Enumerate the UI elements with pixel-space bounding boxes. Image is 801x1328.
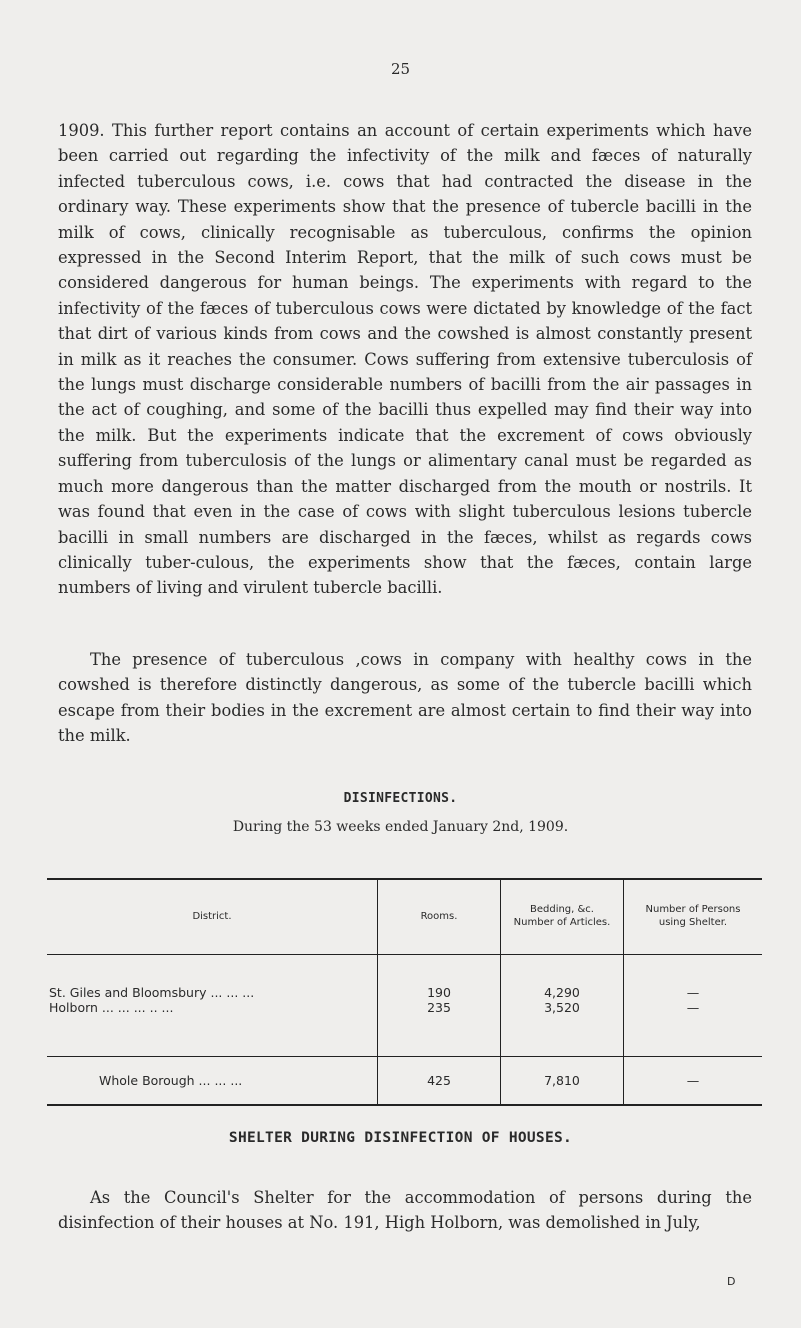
column-header-articles bbox=[501, 903, 623, 929]
table-row-articles: 3,520 bbox=[544, 1000, 580, 1015]
column-header-persons-line1: Number of Persons bbox=[645, 904, 741, 915]
table-row-district: St. Giles and Bloomsbury ... ... ... bbox=[49, 985, 255, 1000]
table-total-persons: — bbox=[686, 1073, 700, 1088]
body-paragraph-2: The presence of tuberculous ,cows in company with healthy cows in the cowshed is therefore distinctly dangerous, as some of the tubercle bacilli which escape from their bodies in the excrement are almost certain to find their way into the milk. bbox=[58, 650, 752, 746]
column-header-persons-line2: using Shelter. bbox=[658, 917, 728, 928]
table-top-rule bbox=[47, 878, 762, 880]
table-row-persons: — bbox=[686, 985, 700, 1000]
table-caption: During the 53 weeks ended January 2nd, 1909. bbox=[232, 819, 569, 835]
section-heading-disinfections: DISINFECTIONS. bbox=[343, 791, 458, 806]
table-total-articles: 7,810 bbox=[544, 1073, 580, 1088]
signature-mark: D bbox=[727, 1275, 736, 1288]
table-row-rooms: 190 bbox=[427, 985, 451, 1000]
page-number: 25 bbox=[390, 60, 411, 78]
table-row-district: Holborn ... ... ... .. ... bbox=[49, 1000, 174, 1015]
table-row-articles: 4,290 bbox=[544, 985, 580, 1000]
column-header-persons bbox=[624, 903, 762, 929]
column-header-rooms: Rooms. bbox=[420, 911, 458, 922]
column-header-articles-line1: Bedding, &c. bbox=[529, 904, 594, 915]
body-paragraph-1: 1909. This further report contains an account of certain experiments which have been carried out regarding the infectivity of the milk and fæces of naturally infected tuberculous cows, i.e. cows that had contracted the disease in the ordinary way. These experiments show that the presence of tubercle bacilli in the milk of cows, clinically recognisable as tuberculous, confirms the opinion expressed in the Second Interim Report, that the milk of such cows must be considered dangerous for human beings. The experiments with regard to the infectivity of the fæces of tuberculous cows were dictated by knowledge of the fact that dirt of various kinds from cows and the cowshed is almost constantly present in milk as it reaches the consumer. Cows suffering from extensive tuberculosis of the lungs must discharge considerable numbers of bacilli from the air passages in the act of coughing, and some of the bacilli thus expelled may find their way into the milk. But the experiments indicate that the excrement of cows obviously suffering from tuberculosis of the lungs or alimentary canal must be regarded as much more dangerous than the matter discharged from the mouth or nostrils. It was found that even in the case of cows with slight tuberculous lesions tubercle bacilli in small numbers are discharged in the fæces, whilst as regards cows clinically tuber-culous, the experiments show that the fæces, contain large numbers of living and virulent tubercle bacilli. bbox=[58, 121, 752, 598]
table-row-rooms: 235 bbox=[427, 1000, 451, 1015]
table-total-rule bbox=[47, 1056, 762, 1057]
column-header-district: District. bbox=[192, 911, 232, 922]
table-total-rooms: 425 bbox=[427, 1073, 451, 1088]
column-header-articles-line2: Number of Articles. bbox=[513, 917, 611, 928]
body-paragraph-3: As the Council's Shelter for the accommodation of persons during the disinfection of their houses at No. 191, High Holborn, was demolished in July, bbox=[58, 1188, 752, 1233]
table-row-persons: — bbox=[686, 1000, 700, 1015]
table-bottom-rule bbox=[47, 1104, 762, 1106]
section-heading-shelter: SHELTER DURING DISINFECTION OF HOUSES. bbox=[228, 1130, 573, 1146]
table-header-rule bbox=[47, 954, 762, 955]
table-total-district: Whole Borough ... ... ... bbox=[99, 1073, 243, 1088]
